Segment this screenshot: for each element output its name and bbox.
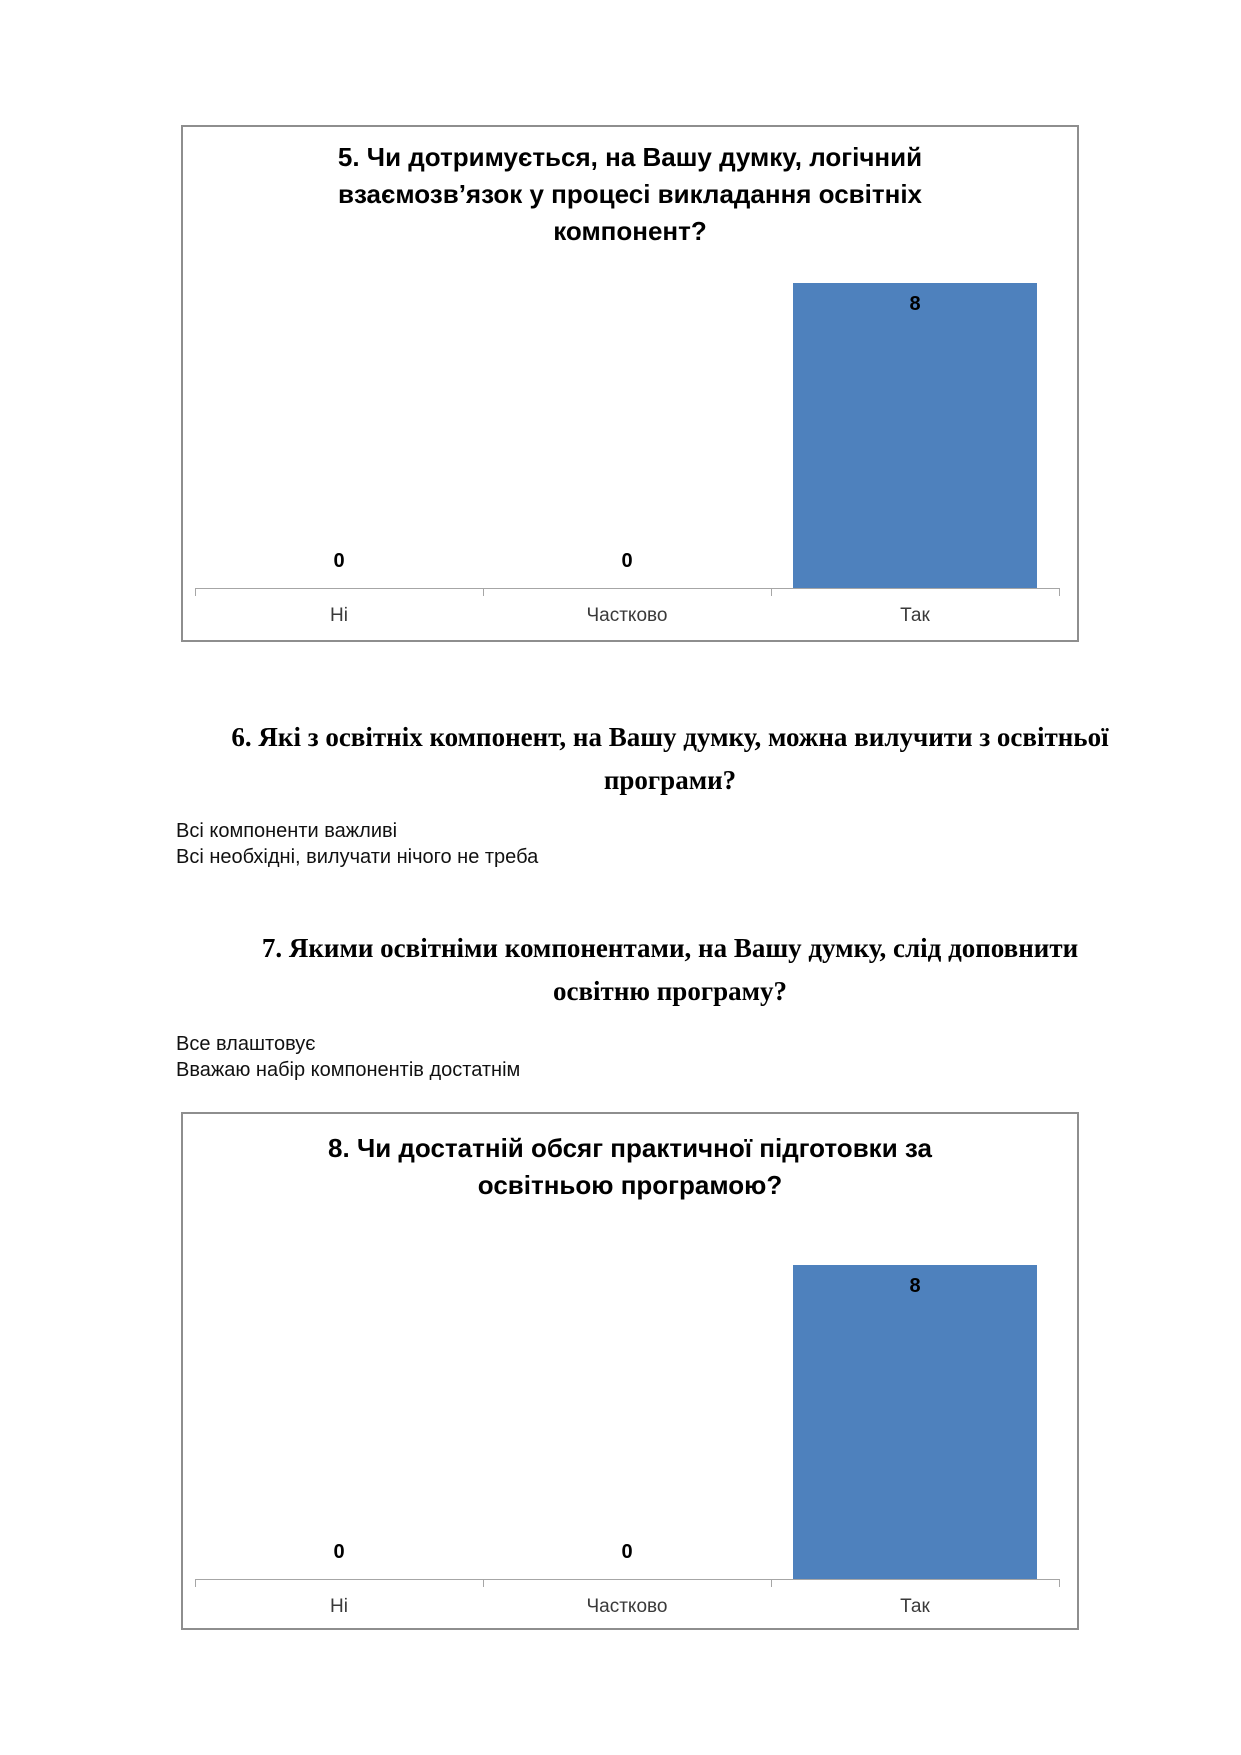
axis-tick bbox=[1059, 588, 1060, 596]
data-label: 0 bbox=[621, 550, 633, 572]
category-label: Частково bbox=[586, 1596, 668, 1617]
answer-item: Вважаю набір компонентів достатнім bbox=[176, 1059, 521, 1081]
chart-bar bbox=[793, 1265, 1037, 1579]
data-label: 0 bbox=[333, 550, 345, 572]
chart-question-5 bbox=[181, 125, 1079, 642]
category-label: Частково bbox=[586, 605, 668, 626]
x-axis bbox=[195, 1579, 1059, 1580]
axis-tick bbox=[1059, 1579, 1060, 1587]
axis-tick bbox=[195, 588, 196, 596]
axis-tick bbox=[483, 588, 484, 596]
axis-tick bbox=[771, 1579, 772, 1587]
question-7-title-line2: освітню програму? bbox=[552, 976, 787, 1006]
answer-item: Всі компоненти важливі bbox=[176, 820, 398, 842]
data-label: 0 bbox=[621, 1541, 633, 1563]
data-label: 8 bbox=[909, 1275, 921, 1297]
chart-title-question-5: 5. Чи дотримується, на Вашу думку, логічний взаємозв’язок у процесі викладання освітніх компонент? bbox=[337, 142, 923, 246]
axis-tick bbox=[195, 1579, 196, 1587]
chart-plot-question-5 bbox=[183, 127, 1077, 640]
category-label: Так bbox=[900, 605, 930, 626]
data-label: 0 bbox=[333, 1541, 345, 1563]
question-7-title-line1: 7. Якими освітніми компонентами, на Вашу думку, слід доповнити bbox=[261, 933, 1079, 963]
question-7-title bbox=[99, 927, 1241, 1013]
chart-title-question-8: 8. Чи достатній обсяг практичної підготовки за освітньою програмою? bbox=[328, 1133, 932, 1200]
question-6-answers bbox=[176, 818, 1076, 870]
category-label: Ні bbox=[330, 1596, 348, 1617]
category-label: Ні bbox=[330, 605, 348, 626]
question-6-title-line1: 6. Які з освітніх компонент, на Вашу думку, можна вилучити з освітньої bbox=[231, 722, 1109, 752]
chart-plot-question-8 bbox=[183, 1114, 1077, 1628]
answer-item: Все влаштовує bbox=[176, 1033, 316, 1055]
chart-question-8 bbox=[181, 1112, 1079, 1630]
category-label: Так bbox=[900, 1596, 930, 1617]
data-label: 8 bbox=[909, 293, 921, 315]
chart-bar bbox=[793, 283, 1037, 588]
question-6-title bbox=[99, 716, 1241, 802]
axis-tick bbox=[483, 1579, 484, 1587]
question-6-title-line2: програми? bbox=[603, 765, 737, 795]
axis-tick bbox=[771, 588, 772, 596]
x-axis bbox=[195, 588, 1059, 589]
question-7-answers bbox=[176, 1031, 1076, 1083]
answer-item: Всі необхідні, вилучати нічого не треба bbox=[176, 846, 539, 868]
